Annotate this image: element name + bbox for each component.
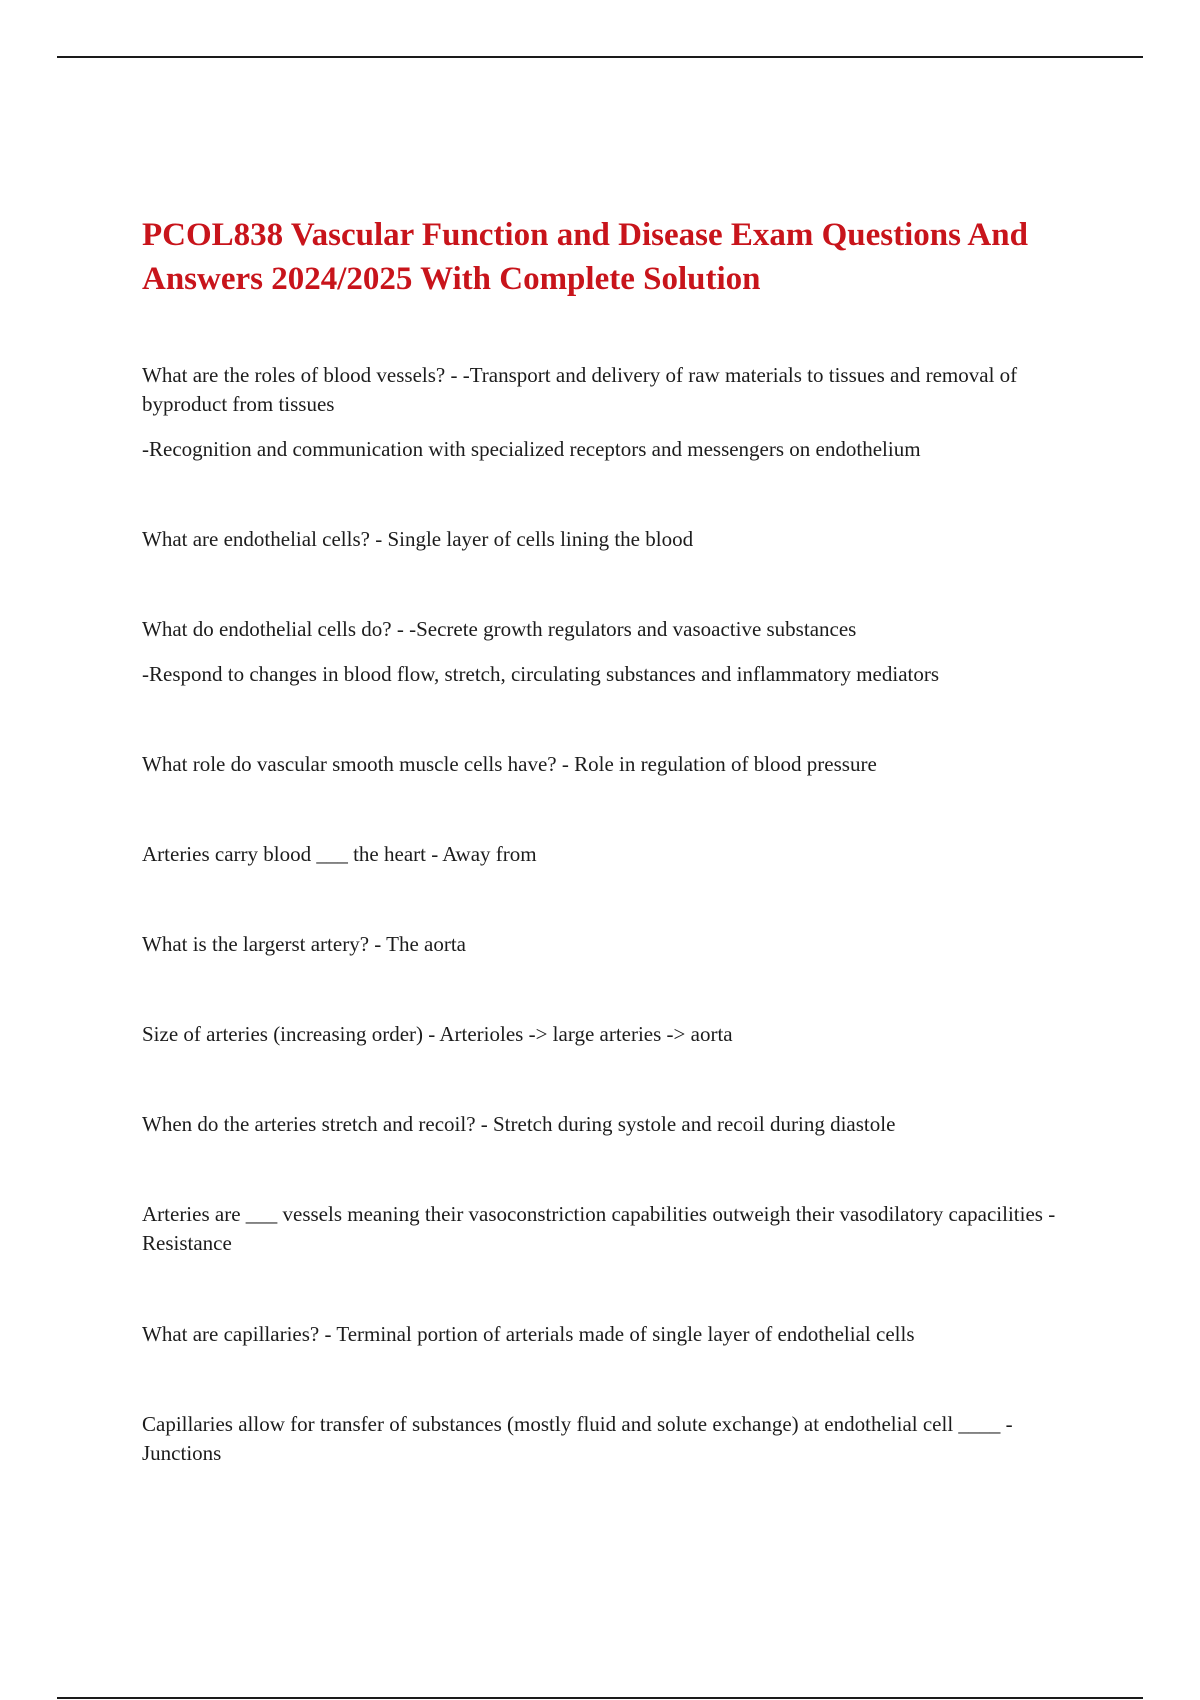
qa-text: What are the roles of blood vessels? - -Transport and delivery of raw materials to tissues and removal of byproduct from tissues (142, 363, 1018, 416)
qa-item-blood-vessel-roles (142, 361, 1062, 464)
document-title: PCOL838 Vascular Function and Disease Exam Questions And Answers 2024/2025 With Complete Solution (142, 217, 1028, 297)
qa-item-capillaries (142, 1320, 1062, 1349)
qa-text: What role do vascular smooth muscle cells have? - Role in regulation of blood pressure (142, 752, 877, 776)
qa-item-artery-sizes (142, 1020, 1062, 1049)
qa-text: What are capillaries? - Terminal portion of arterials made of single layer of endothelial cells (142, 1322, 915, 1346)
qa-item-endothelial-cells (142, 525, 1062, 554)
footer-rule (57, 1697, 1143, 1699)
qa-text: What do endothelial cells do? - -Secrete growth regulators and vasoactive substances (142, 617, 857, 641)
qa-text: -Recognition and communication with specialized receptors and messengers on endothelium (142, 437, 921, 461)
qa-item-endothelial-function (142, 615, 1062, 689)
qa-text: Size of arteries (increasing order) - Arterioles -> large arteries -> aorta (142, 1022, 733, 1046)
qa-text: Arteries carry blood ___ the heart - Away from (142, 842, 537, 866)
qa-item-stretch-recoil (142, 1110, 1062, 1139)
qa-item-resistance-vessels (142, 1200, 1062, 1258)
qa-text: What is the largerst artery? - The aorta (142, 932, 466, 956)
header-rule (57, 56, 1143, 58)
qa-item-capillary-junctions (142, 1410, 1062, 1468)
qa-text: What are endothelial cells? - Single layer of cells lining the blood (142, 527, 694, 551)
qa-item-smooth-muscle (142, 750, 1062, 779)
qa-text: -Respond to changes in blood flow, stretch, circulating substances and inflammatory mediators (142, 662, 940, 686)
qa-item-largest-artery (142, 930, 1062, 959)
qa-item-arteries-direction (142, 840, 1062, 869)
qa-text: Capillaries allow for transfer of substances (mostly fluid and solute exchange) at endothelial cell ____ - Junctions (142, 1412, 1013, 1465)
qa-text: Arteries are ___ vessels meaning their vasoconstriction capabilities outweigh their vasodilatory capacilities - Resistance (142, 1202, 1056, 1255)
qa-text: When do the arteries stretch and recoil? - Stretch during systole and recoil during diastole (142, 1112, 896, 1136)
